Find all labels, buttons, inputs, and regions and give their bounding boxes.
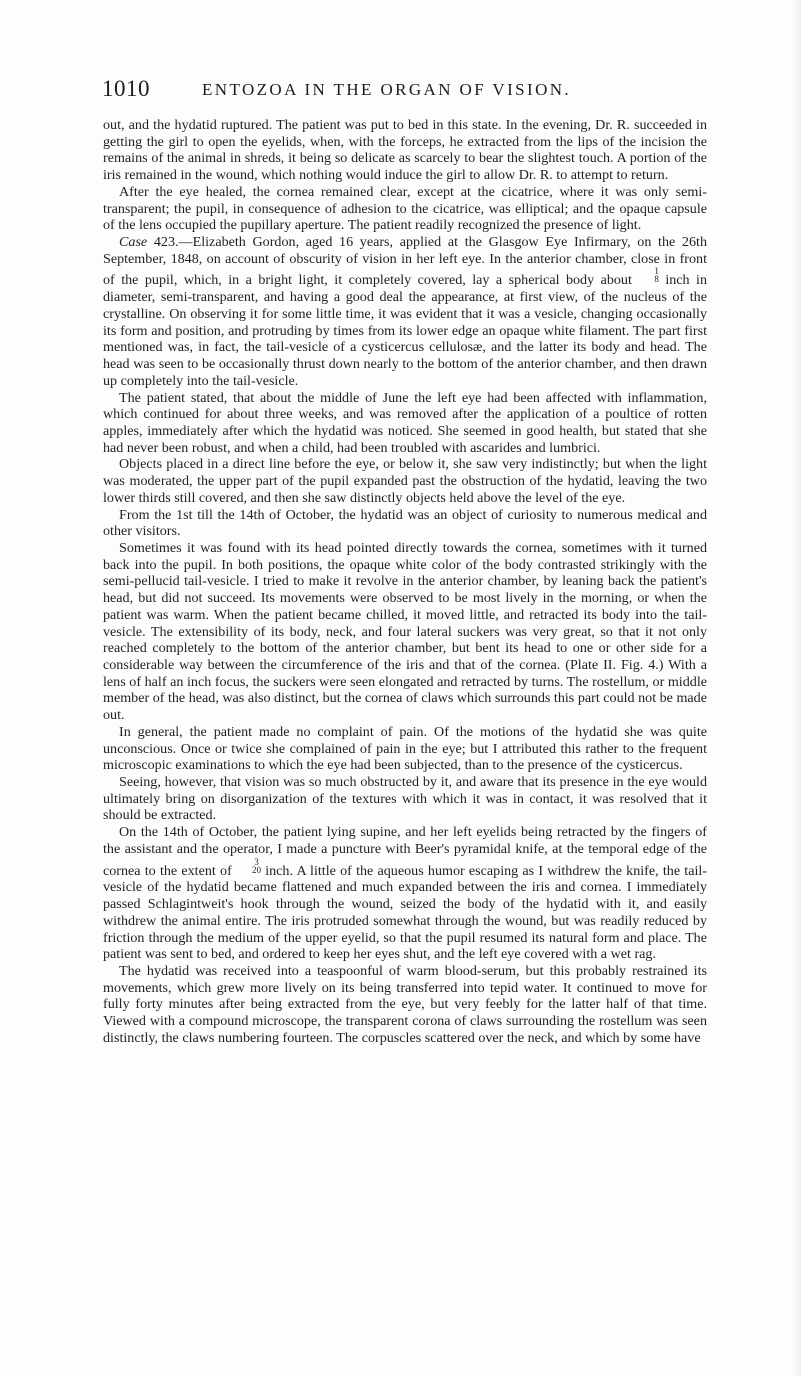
paragraph: The hydatid was received into a teaspoonful of warm blood-serum, but this probably restrained its movements, which grew more lively on its being transferred into tepid water. It continued to move for fully forty minutes after being extracted from the eye, but very feebly for the latter half of that time. Viewed with a compound microscope, the transparent corona of claws surrounding the rostellum was seen distinctly, the claws numbering fourteen. The corpuscles scattered over the neck, and which by some have <box>103 962 707 1046</box>
paragraph: Seeing, however, that vision was so much obstructed by it, and aware that its presence in the eye would ultimately bring on disorganization of the textures with which it was in contact, it was resolved that it should be extracted. <box>103 774 707 824</box>
paragraph: Objects placed in a direct line before the eye, or below it, she saw very indistinctly; but when the light was moderated, the upper part of the pupil expanded past the obstruction of the hydatid, leaving the two lower thirds still covered, and then she saw distinctly objects held above the level of the eye. <box>103 456 707 506</box>
paragraph: out, and the hydatid ruptured. The patient was put to bed in this state. In the evening, Dr. R. succeeded in getting the girl to open the eyelids, when, with the forceps, he extracted from the lips of the incision the remains of the animal in shreds, it being so delicate as scarcely to bear the slightest touch. A portion of the iris remained in the wound, which nothing would induce the girl to allow Dr. R. to attempt to return. <box>103 117 707 184</box>
body-text <box>103 117 707 1047</box>
paragraph-text: inch. A little of the aqueous humor escaping as I withdrew the knife, the tail-vesicle of the hydatid became flattened and much expanded between the iris and cornea. I immediately passed Schlagintweit's hook through the wound, seized the body of the hydatid with it, and easily withdrew the animal entire. The iris protruded somewhat through the wound, but was readily reduced by friction through the medium of the upper eyelid, so that the pupil resumed its natural form and place. The patient was sent to bed, and ordered to keep her eyes shut, and the left eye covered with a wet rag. <box>103 862 708 963</box>
paragraph: The patient stated, that about the middle of June the left eye had been affected with inflammation, which continued for about three weeks, and was removed after the application of a poultice of rotten apples, immediately after which the hydatid was noticed. She seemed in good health, but stated that she had never been robust, and when a child, had been troubled with ascarides and lumbrici. <box>103 389 707 456</box>
paragraph: In general, the patient made no complaint of pain. Of the motions of the hydatid she was quite unconscious. Once or twice she complained of pain in the eye; but I attributed this rather to the frequent microscopic examinations to which the eye had been subjected, than to the presence of the cysticercus. <box>103 723 707 774</box>
page-edge-shadow <box>793 0 801 1376</box>
fraction-numerator: 1 <box>654 266 659 277</box>
fraction-denominator: 8 <box>654 274 659 285</box>
fraction-numerator: 3 <box>254 856 259 867</box>
paragraph: From the 1st till the 14th of October, the hydatid was an object of curiosity to numerous medical and other visitors. <box>103 506 707 540</box>
page-number: 1010 <box>102 76 150 101</box>
fraction <box>236 858 261 874</box>
case-label: Case <box>119 234 148 251</box>
paragraph-operation <box>103 824 707 963</box>
running-head <box>102 76 702 108</box>
fraction <box>638 267 659 283</box>
paragraph: After the eye healed, the cornea remained clear, except at the cicatrice, where it was only semi-transparent; the pupil, in consequence of adhesion to the cicatrice, was elliptical; and the opaque capsule of the lens occupied the pupillary aperture. The patient readily recognized the presence of light. <box>103 183 707 234</box>
fraction-denominator: 20 <box>252 864 261 875</box>
paragraph-text: On the 14th of October, the patient lying supine, and her left eyelids being retracted by the fingers of the assistant and the operator, I made a puncture with Beer's pyramidal knife, at the temporal edge of the cornea to the extent of <box>103 824 707 879</box>
paragraph-text: 423.—Elizabeth Gordon, aged 16 years, applied at the Glasgow Eye Infirmary, on the 26th September, 1848, on account of obscurity of vision in her left eye. In the anterior chamber, close in front of the pupil, which, in a bright light, it completely covered, lay a spherical body about <box>103 234 707 289</box>
paragraph-text: inch in diameter, semi-transparent, and having a good deal the appearance, at first view, of the nucleus of the crystalline. On observing it for some little time, it was evident that it was a vesicle, changing occasionally its form and position, and protruding by times from its lower edge an opaque white filament. The part first mentioned was, in fact, the tail-vesicle of a cysticercus cellulosæ, and the latter its body and head. The head was seen to be occasionally thrust down nearly to the bottom of the anterior chamber, and then drawn up completely into the tail-vesicle. <box>103 272 707 389</box>
paragraph: Sometimes it was found with its head pointed directly towards the cornea, sometimes with it turned back into the pupil. In both positions, the opaque white color of the body contrasted strikingly with the semi-pellucid tail-vesicle. I tried to make it revolve in the anterior chamber, by leaning back the patient's head, but did not succeed. Its movements were observed to be most lively in the morning, or when the patient was warm. When the patient became chilled, it moved little, and retracted its body into the tail-vesicle. The extensibility of its body, neck, and four lateral suckers was very great, so that it not only reached completely to the bottom of the anterior chamber, but bent its head to one or other side for a considerable way between the circumference of the iris and that of the cornea. (Plate II. Fig. 4.) With a lens of half an inch focus, the suckers were seen elongated and retracted by turns. The rostellum, or middle member of the head, was also distinct, but the cornea of claws which surrounds this part could not be made out. <box>103 539 707 724</box>
paragraph-case-423 <box>103 234 707 389</box>
running-title: ENTOZOA IN THE ORGAN OF VISION. <box>202 80 572 99</box>
